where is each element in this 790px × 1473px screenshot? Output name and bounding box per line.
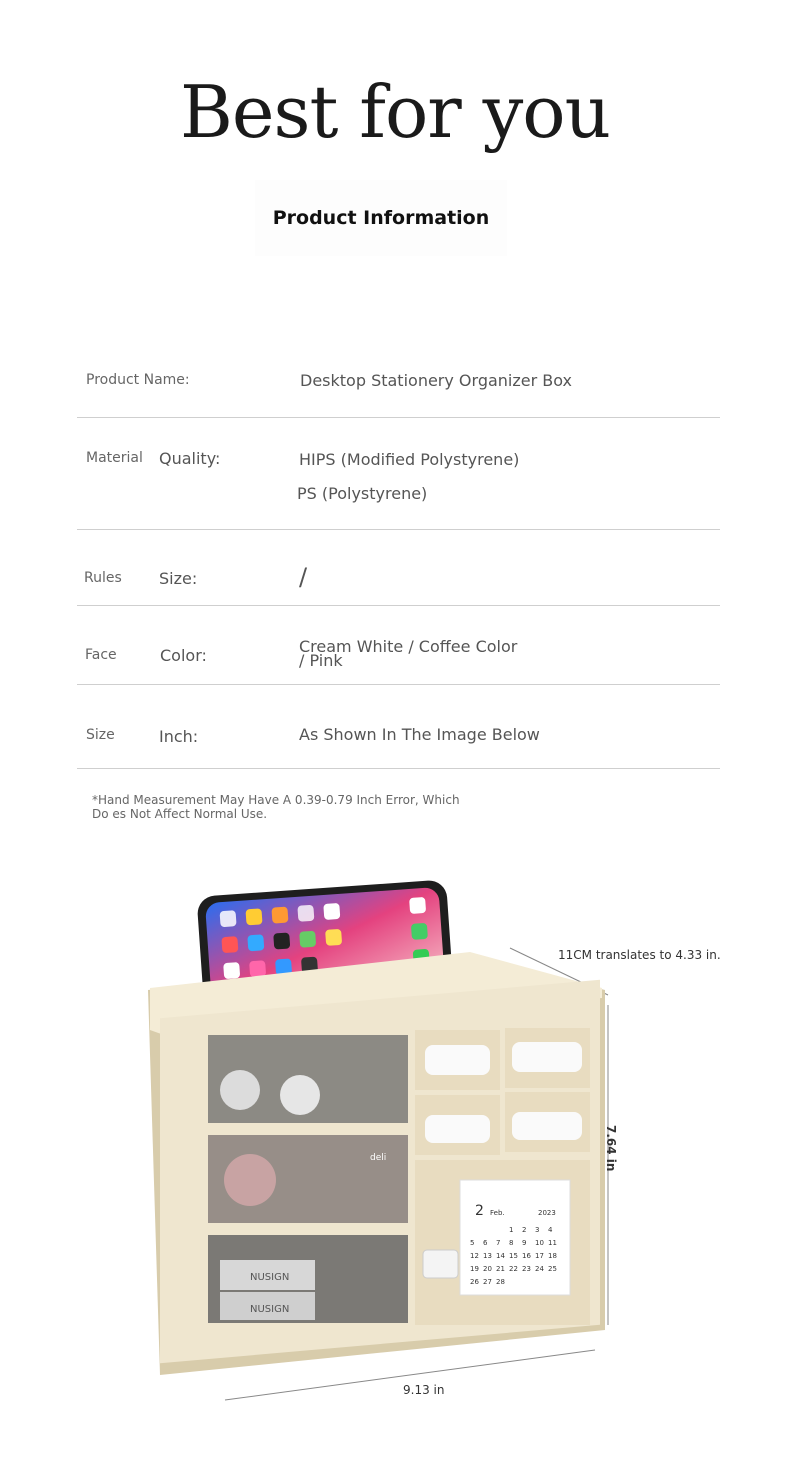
calendar-day: 15 (509, 1252, 518, 1260)
row-divider (77, 768, 720, 769)
calendar-day: 6 (483, 1239, 488, 1247)
row-label-material: Material (86, 450, 143, 466)
calendar-day: 11 (548, 1239, 557, 1247)
calendar-day: 21 (496, 1265, 505, 1273)
calendar-day: 19 (470, 1265, 479, 1273)
calendar-day: 7 (496, 1239, 501, 1247)
height-dimension-label: 7.64 in (604, 1125, 618, 1172)
calendar-day: 1 (509, 1226, 514, 1234)
row-value-inch: As Shown In The Image Below (299, 725, 540, 744)
measurement-note: *Hand Measurement May Have A 0.39-0.79 Inch Error, Which Do es Not Affect Normal Use. (92, 793, 460, 821)
row-label-size: Size: (159, 569, 198, 588)
row-value-material-2: PS (Polystyrene) (297, 484, 428, 503)
box-brand: deli (370, 1153, 387, 1163)
stapler (423, 1250, 458, 1278)
calendar-month: 2 (475, 1203, 484, 1219)
row-divider (77, 684, 720, 685)
section-title: Product Information (255, 180, 507, 256)
drawers (208, 1035, 408, 1323)
calendar-day: 5 (470, 1239, 475, 1247)
calendar-day: 27 (483, 1278, 492, 1286)
row-divider (77, 605, 720, 606)
calendar-month-name: Feb. (490, 1209, 505, 1217)
calendar-day: 20 (483, 1265, 492, 1273)
calendar-day: 8 (509, 1239, 514, 1247)
depth-dimension-label: 11CM translates to 4.33 in. (558, 948, 721, 962)
calendar-day: 26 (470, 1278, 479, 1286)
row-label-size-2: Size (86, 727, 115, 743)
calendar-day: 23 (522, 1265, 531, 1273)
row-label-quality: Quality: (159, 449, 221, 468)
row-value-color-1: Cream White / Coffee Color (299, 637, 518, 656)
box-label-1: NUSIGN (250, 1272, 290, 1283)
box-label-2: NUSIGN (250, 1304, 290, 1315)
calendar-day: 28 (496, 1278, 505, 1286)
width-dimension-label: 9.13 in (403, 1383, 445, 1397)
calendar-year: 2023 (538, 1209, 556, 1217)
row-label-color: Color: (160, 646, 207, 665)
row-label-product-name: Product Name: (86, 372, 190, 388)
row-value-color-2: / Pink (299, 651, 343, 670)
calendar-day: 9 (522, 1239, 527, 1247)
row-divider (77, 529, 720, 530)
calendar-day: 22 (509, 1265, 518, 1273)
row-value-material-1: HIPS (Modified Polystyrene) (299, 450, 520, 469)
row-divider (77, 417, 720, 418)
calendar-day: 3 (535, 1226, 540, 1234)
calendar-day: 14 (496, 1252, 505, 1260)
calendar-day: 24 (535, 1265, 544, 1273)
row-value-product-name: Desktop Stationery Organizer Box (300, 371, 573, 390)
calendar-day: 4 (548, 1226, 553, 1234)
calendar (460, 1180, 570, 1295)
calendar-day: 10 (535, 1239, 544, 1247)
row-label-inch: Inch: (159, 727, 199, 746)
calendar-day: 25 (548, 1265, 557, 1273)
calendar-day: 2 (522, 1226, 527, 1234)
calendar-day: 17 (535, 1252, 544, 1260)
calendar-day: 13 (483, 1252, 492, 1260)
calendar-day: 18 (548, 1252, 557, 1260)
row-label-face: Face (85, 647, 117, 663)
calendar-day: 16 (522, 1252, 531, 1260)
row-label-rules: Rules (84, 570, 122, 586)
hero-title: Best for you (180, 70, 610, 154)
calendar-day: 12 (470, 1252, 479, 1260)
row-value-size: / (299, 563, 308, 591)
